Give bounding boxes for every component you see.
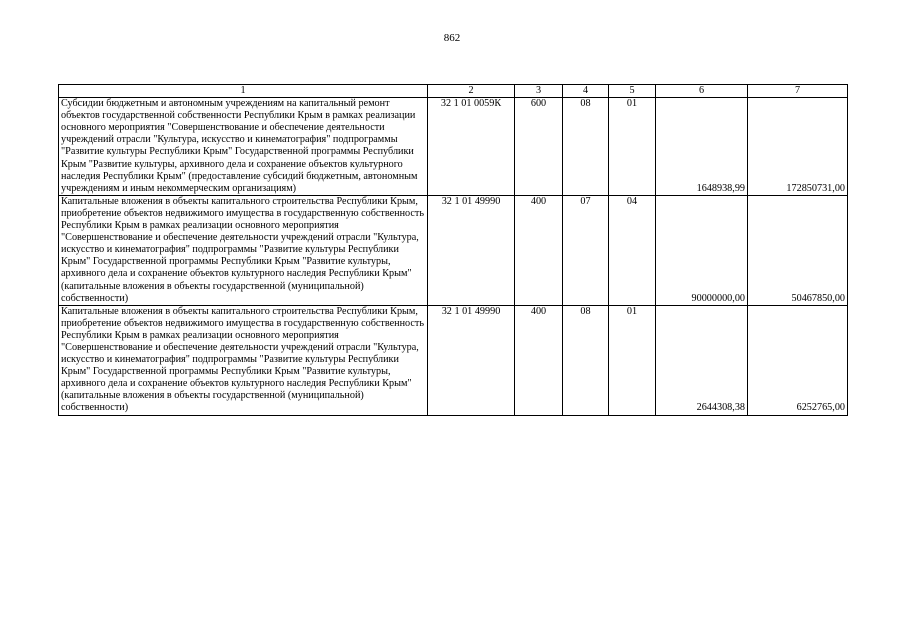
header-col-1: 1 [59, 85, 428, 98]
row-amount-7: 172850731,00 [748, 98, 848, 196]
table-row [59, 98, 848, 196]
header-col-4: 4 [563, 85, 609, 98]
row-amount-6: 1648938,99 [656, 98, 748, 196]
row-amount-6: 2644308,38 [656, 305, 748, 415]
row-col-4: 07 [563, 195, 609, 305]
header-col-5: 5 [609, 85, 656, 98]
table-body [59, 98, 848, 415]
row-name: Капитальные вложения в объекты капитального строительства Республики Крым, приобретение объектов недвижимого имущества в государственную собственность Республики Крым в рамках реализации основного мероприятия "Совершенствование и обеспечение деятельности учреждений отрасли "Культура, искусство и кинематография" подпрограммы "Развитие культуры Республики Крым" Государственной программы Республики Крым "Развитие культуры, архивного дела и сохранение объектов культурного наследия Республики Крым" (капитальные вложения в объекты государственной (муниципальной) собственности) [59, 195, 428, 305]
header-col-3: 3 [515, 85, 563, 98]
table-row [59, 195, 848, 305]
row-amount-7: 6252765,00 [748, 305, 848, 415]
row-col-4: 08 [563, 305, 609, 415]
row-amount-7: 50467850,00 [748, 195, 848, 305]
header-col-6: 6 [656, 85, 748, 98]
row-name: Субсидии бюджетным и автономным учреждениям на капитальный ремонт объектов государственной собственности Республики Крым в рамках реализации основного мероприятия "Совершенствование и обеспечение деятельности учреждений отрасли "Культура, искусство и кинематография" подпрограммы "Развитие культуры Республики Крым" Государственной программы Республики Крым "Развитие культуры, архивного дела и сохранение объектов культурного наследия Республики Крым" (предоставление субсидий бюджетным, автономным учреждениям и иным некоммерческим организациям) [59, 98, 428, 196]
row-col-4: 08 [563, 98, 609, 196]
row-code: 32 1 01 49990 [428, 195, 515, 305]
table-row [59, 305, 848, 415]
row-col-5: 04 [609, 195, 656, 305]
row-col-5: 01 [609, 98, 656, 196]
row-col-3: 400 [515, 305, 563, 415]
row-name: Капитальные вложения в объекты капитального строительства Республики Крым, приобретение объектов недвижимого имущества в государственную собственность Республики Крым в рамках реализации основного мероприятия "Совершенствование и обеспечение деятельности учреждений отрасли "Культура, искусство и кинематография" подпрограммы "Развитие культуры Республики Крым" Государственной программы Республики Крым "Развитие культуры, архивного дела и сохранение объектов культурного наследия Республики Крым" (капитальные вложения в объекты государственной (муниципальной) собственности) [59, 305, 428, 415]
row-col-5: 01 [609, 305, 656, 415]
budget-table [58, 84, 848, 416]
header-col-2: 2 [428, 85, 515, 98]
table-header [59, 85, 848, 98]
row-col-3: 600 [515, 98, 563, 196]
row-code: 32 1 01 49990 [428, 305, 515, 415]
row-code: 32 1 01 0059К [428, 98, 515, 196]
row-amount-6: 90000000,00 [656, 195, 748, 305]
row-col-3: 400 [515, 195, 563, 305]
header-row [59, 85, 848, 98]
page-number: 862 [443, 32, 461, 44]
header-col-7: 7 [748, 85, 848, 98]
